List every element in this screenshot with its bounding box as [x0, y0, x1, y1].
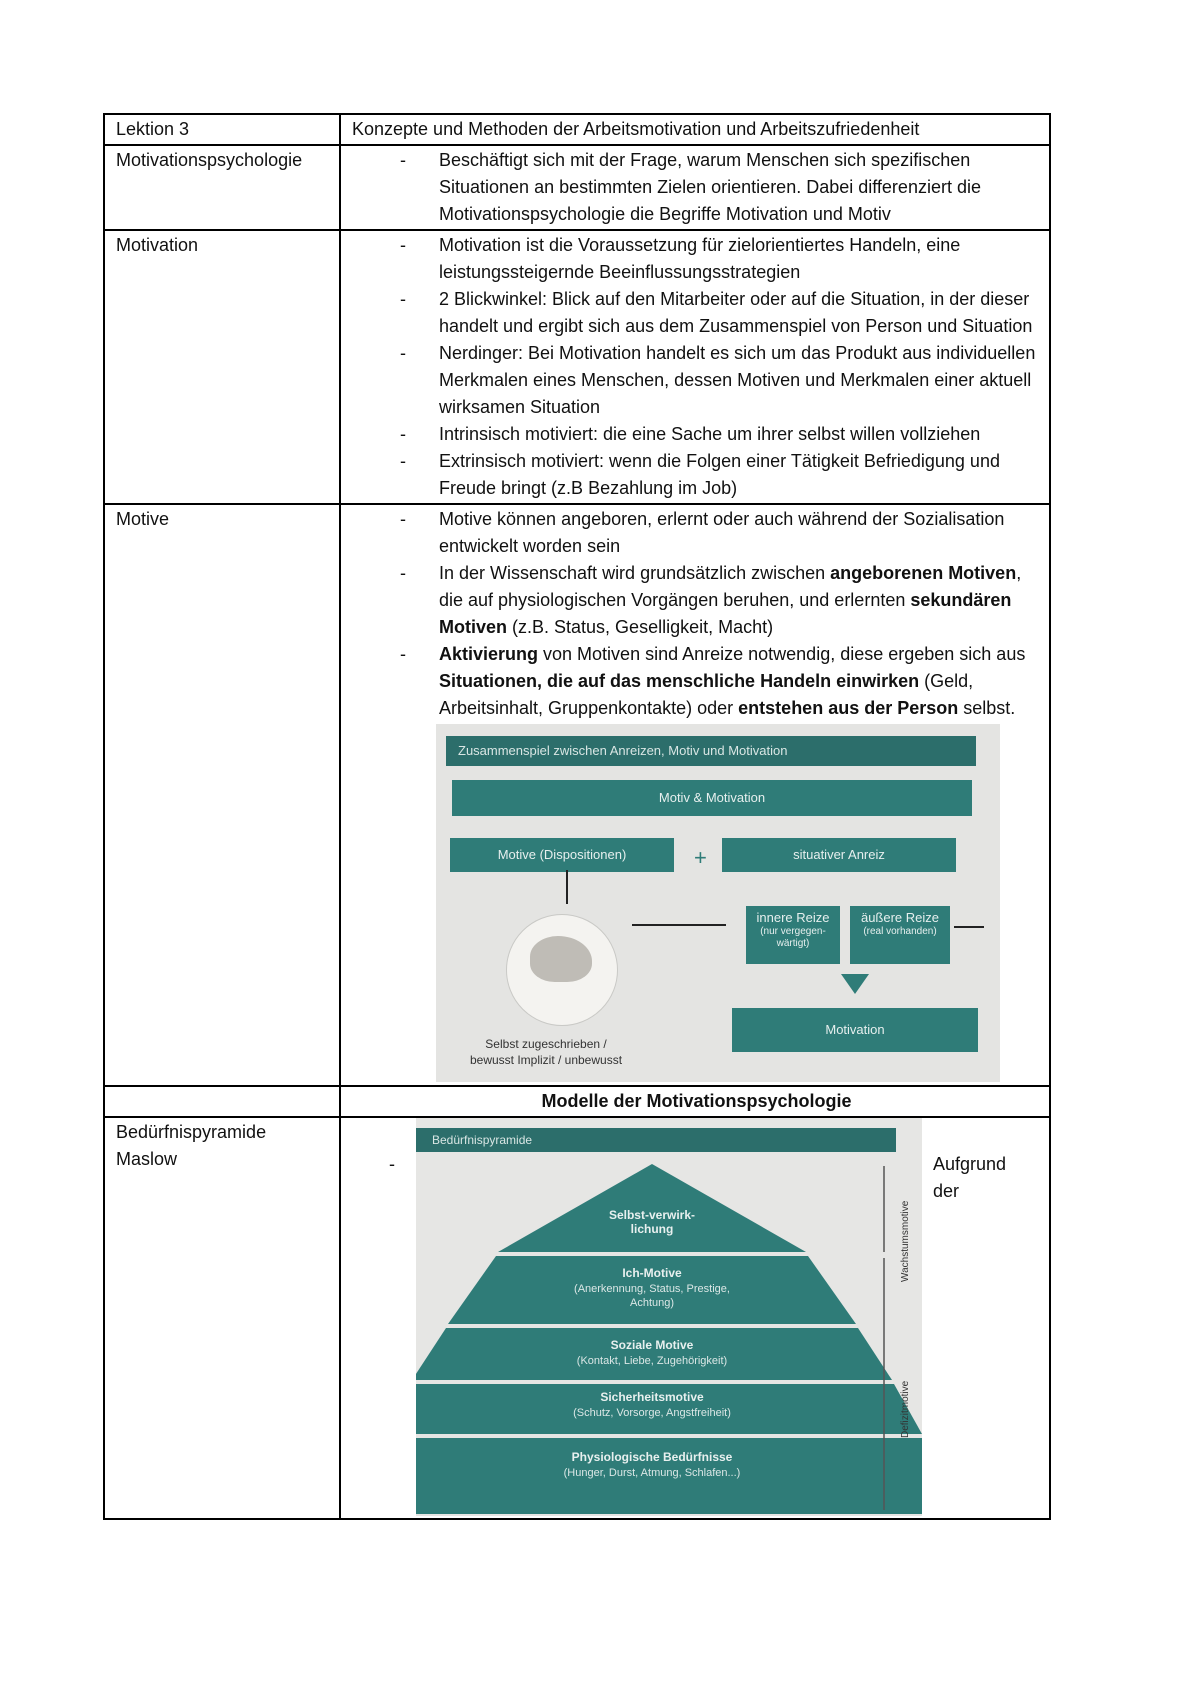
- list-item: - Aktivierung von Motiven sind Anreize notwendig, diese ergeben sich aus Situationen, die auf das menschliche Handeln einwirken (Geld, Arbeitsinhalt, Gruppenkontakte) oder entstehen aus der Person selbst.: [352, 641, 1041, 722]
- pyramid-label: Ich-Motive: [622, 1266, 682, 1280]
- term-cell: Motive: [104, 504, 340, 1086]
- notes-table: [103, 113, 1051, 1520]
- arrow-down-icon: [566, 870, 568, 904]
- pyramid-photo: [416, 1118, 922, 1516]
- list-item: - Beschäftigt sich mit der Frage, warum Menschen sich spezifischen Situationen an bestimmten Zielen orientieren. Dabei differenziert die Motivationspsychologie die Begriffe Motivation und Motiv: [352, 147, 1041, 228]
- list-item: - Extrinsisch motiviert: wenn die Folgen einer Tätigkeit Befriedigung und Freude bringt (z.B Bezahlung im Job): [352, 448, 1041, 502]
- diagram-title: Zusammenspiel zwischen Anreizen, Motiv und Motivation: [446, 736, 976, 766]
- list-item: - Motivation ist die Voraussetzung für zielorientiertes Handeln, eine leistungssteigernde Beeinflussungsstrategien: [352, 232, 1041, 286]
- deficit-motives-label: Defizitmotive: [900, 1380, 911, 1438]
- arrow-right-icon: [632, 924, 726, 926]
- list-item: - Intrinsisch motiviert: die eine Sache um ihrer selbst willen vollziehen: [352, 421, 1041, 448]
- pyramid-title: Bedürfnispyramide: [416, 1128, 896, 1152]
- diagram-caption: Selbst zugeschrieben / bewusst Implizit / unbewusst: [469, 1037, 623, 1067]
- motive-box: Motive (Dispositionen): [450, 838, 674, 872]
- inner-stimuli-box: innere Reize (nur vergegen-wärtigt): [746, 906, 840, 964]
- section-title: Modelle der Motivationspsychologie: [340, 1086, 1050, 1117]
- definition-cell: [340, 230, 1050, 504]
- pyramid-label: Selbst-verwirk-lichung: [608, 1208, 696, 1236]
- pyramid-detail: (Hunger, Durst, Atmung, Schlafen...): [563, 1467, 741, 1479]
- section-row: [104, 1086, 1050, 1117]
- continued-text: Aufgrund der: [933, 1154, 1007, 1201]
- definition-cell: [340, 504, 1050, 1086]
- definition-cell: [340, 145, 1050, 230]
- plus-sign: +: [694, 845, 707, 870]
- pyramid-labels: [416, 1158, 922, 1514]
- motivation-diagram-photo: [436, 724, 1000, 1082]
- pyramid-detail: (Schutz, Vorsorge, Angstfreiheit): [573, 1407, 731, 1419]
- list-item: - 2 Blickwinkel: Blick auf den Mitarbeiter oder auf die Situation, in der dieser handelt und ergibt sich aus dem Zusammenspiel von Person und Situation: [352, 286, 1041, 340]
- table-row: [104, 504, 1050, 1086]
- term-cell: Motivationspsychologie: [104, 145, 340, 230]
- list-dash: -: [389, 1154, 395, 1174]
- definition-cell: [340, 1117, 1050, 1519]
- table-header-row: [104, 114, 1050, 145]
- lesson-title: Konzepte und Methoden der Arbeitsmotivation und Arbeitszufriedenheit: [340, 114, 1050, 145]
- table-row: [104, 1117, 1050, 1519]
- pyramid-detail: (Anerkennung, Status, Prestige, Achtung): [574, 1283, 730, 1309]
- incentive-box: situativer Anreiz: [722, 838, 956, 872]
- table-row: [104, 145, 1050, 230]
- list-item: - In der Wissenschaft wird grundsätzlich zwischen angeborenen Motiven, die auf physiologischen Vorgängen beruhen, und erlernten sekundären Motiven (z.B. Status, Geselligkeit, Macht): [352, 560, 1041, 641]
- growth-motives-label: Wachstumsmotive: [900, 1200, 911, 1282]
- diagram-top-bar: Motiv & Motivation: [452, 780, 972, 816]
- term-cell: Bedürfnispyramide Maslow: [104, 1117, 340, 1519]
- list-item: - Motive können angeboren, erlernt oder auch während der Sozialisation entwickelt worden sein: [352, 506, 1041, 560]
- pyramid-label: Physiologische Bedürfnisse: [571, 1450, 733, 1464]
- lesson-label: Lektion 3: [104, 114, 340, 145]
- empty-cell: [104, 1086, 340, 1117]
- table-row: [104, 230, 1050, 504]
- arrow-left-icon: [954, 926, 984, 928]
- list-item: - Nerdinger: Bei Motivation handelt es sich um das Produkt aus individuellen Merkmalen eines Menschen, dessen Motiven und Merkmalen einer aktuell wirksamen Situation: [352, 340, 1041, 421]
- pyramid-label: Soziale Motive: [610, 1338, 694, 1352]
- outer-stimuli-box: äußere Reize (real vorhanden): [850, 906, 950, 964]
- term-cell: Motivation: [104, 230, 340, 504]
- pyramid-label: Sicherheitsmotive: [600, 1390, 704, 1404]
- motivation-box: Motivation: [732, 1008, 978, 1052]
- triangle-down-icon: [841, 974, 869, 994]
- pyramid-detail: (Kontakt, Liebe, Zugehörigkeit): [576, 1355, 728, 1367]
